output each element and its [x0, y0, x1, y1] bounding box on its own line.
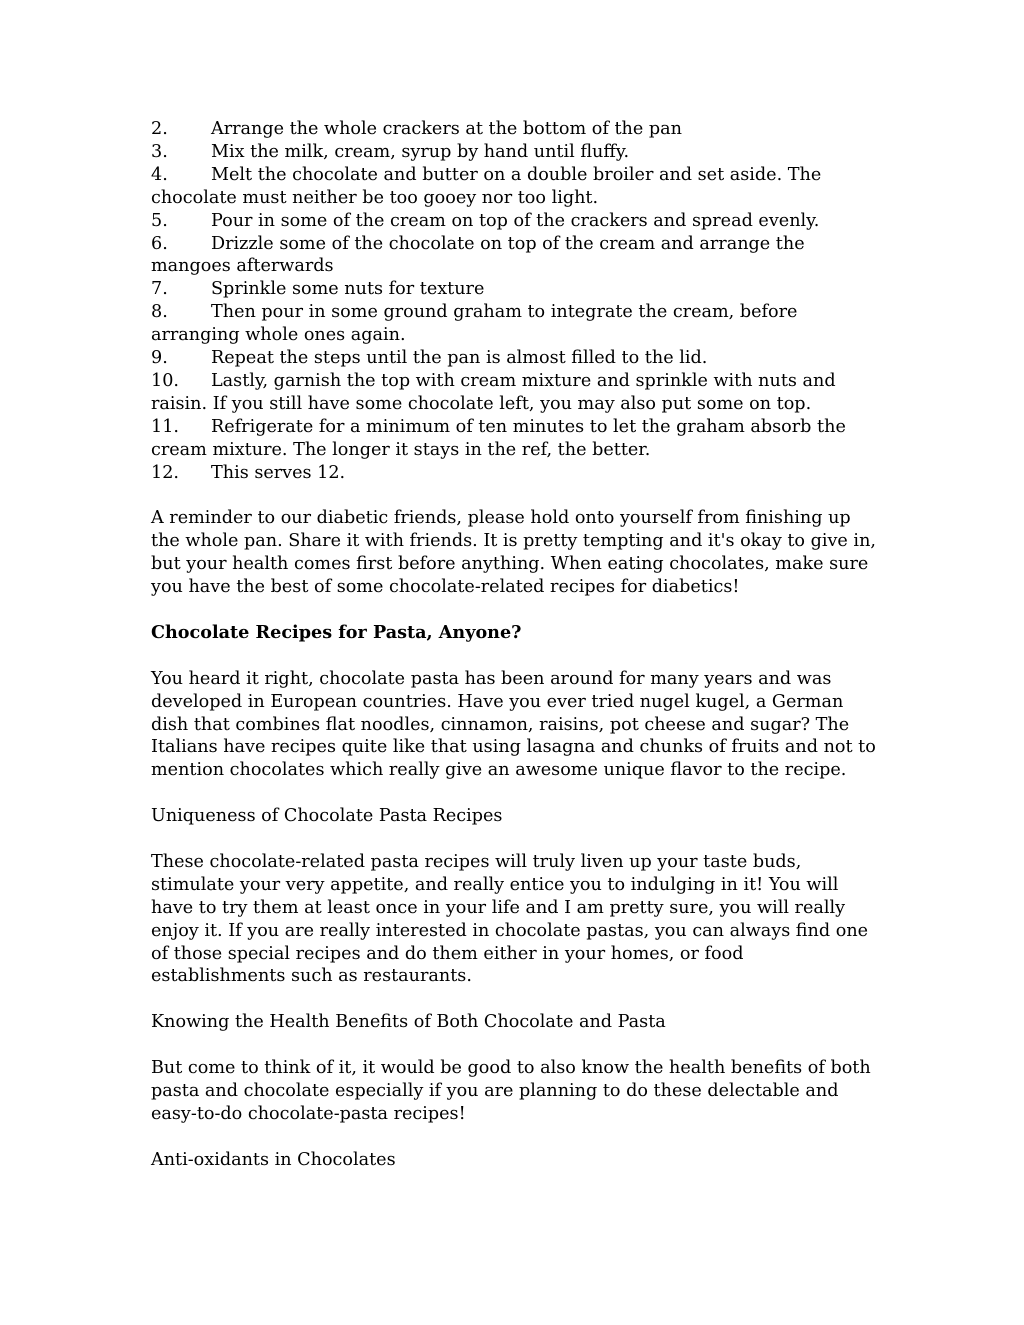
intro-paragraph: You heard it right, chocolate pasta has been around for many years and was developed in European countries. Have you ever tried nugel kugel, a German dish that combines flat noodles, cinnamon, raisins, pot cheese and sugar? The Italians have recipes quite like that using lasagna and chunks of fruits and not to mention chocolates which really give an awesome unique flavor to the recipe.: [151, 668, 876, 781]
step-number: 5.: [151, 210, 168, 231]
step-number: 4.: [151, 164, 168, 185]
diabetic-reminder-paragraph: A reminder to our diabetic friends, please hold onto yourself from finishing up the whole pan. Share it with friends. It is pretty tempting and it's okay to give in, but your health comes first before anything. When eating chocolates, make sure you have the best of some chocolate-related recipes for diabetics!: [151, 508, 876, 598]
step-item: [151, 416, 881, 462]
step-number: 2.: [151, 119, 168, 139]
step-number: 6.: [151, 233, 168, 254]
section-heading: Chocolate Recipes for Pasta, Anyone?: [151, 621, 522, 643]
step-text: Lastly, garnish the top with cream mixture and sprinkle with nuts and raisin. If you still have some chocolate left, you may also put some on top.: [151, 370, 836, 414]
step-text: Arrange the whole crackers at the bottom of the pan: [211, 119, 682, 139]
recipe-steps: [151, 118, 881, 485]
step-item: [151, 278, 881, 301]
step-item: [151, 118, 881, 141]
step-item: [151, 301, 881, 347]
step-number: 9.: [151, 348, 168, 369]
antioxidants-subheading: Anti-oxidants in Chocolates: [151, 1149, 396, 1170]
step-text: Mix the milk, cream, syrup by hand until fluffy.: [211, 141, 630, 162]
step-item: [151, 370, 881, 416]
health-benefits-subheading: Knowing the Health Benefits of Both Chocolate and Pasta: [151, 1012, 666, 1033]
step-item: [151, 233, 881, 279]
step-text: Melt the chocolate and butter on a double broiler and set aside. The chocolate must neither be too gooey nor too light.: [151, 164, 822, 208]
step-item: [151, 164, 881, 210]
step-number: 12.: [151, 462, 179, 483]
step-number: 3.: [151, 141, 168, 162]
step-text: Pour in some of the cream on top of the crackers and spread evenly.: [211, 210, 820, 231]
step-text: Drizzle some of the chocolate on top of the cream and arrange the mangoes afterwards: [151, 233, 805, 277]
document-page: [151, 118, 881, 1172]
step-text: This serves 12.: [211, 462, 346, 483]
step-text: Refrigerate for a minimum of ten minutes to let the graham absorb the cream mixture. The longer it stays in the ref, the better.: [151, 416, 846, 460]
step-item: [151, 347, 881, 370]
step-number: 8.: [151, 302, 168, 323]
step-number: 11.: [151, 416, 179, 437]
step-text: Repeat the steps until the pan is almost filled to the lid.: [211, 348, 708, 369]
uniqueness-subheading: Uniqueness of Chocolate Pasta Recipes: [151, 806, 503, 827]
step-text: Sprinkle some nuts for texture: [211, 279, 485, 300]
step-item: [151, 210, 881, 233]
step-text: Then pour in some ground graham to integrate the cream, before arranging whole ones again.: [151, 302, 798, 346]
step-number: 10.: [151, 370, 179, 391]
uniqueness-paragraph: These chocolate-related pasta recipes will truly liven up your taste buds, stimulate your very appetite, and really entice you to indulging in it! You will have to try them at least once in your life and I am pretty sure, you will really enjoy it. If you are really interested in chocolate pastas, you can always find one of those special recipes and do them either in your homes, or food establishments such as restaurants.: [151, 851, 869, 987]
step-item: [151, 141, 881, 164]
step-item: [151, 462, 881, 485]
step-number: 7.: [151, 279, 168, 300]
health-benefits-paragraph: But come to think of it, it would be good to also know the health benefits of both pasta and chocolate especially if you are planning to do these delectable and easy-to-do chocolate-pasta recipes!: [151, 1058, 871, 1124]
